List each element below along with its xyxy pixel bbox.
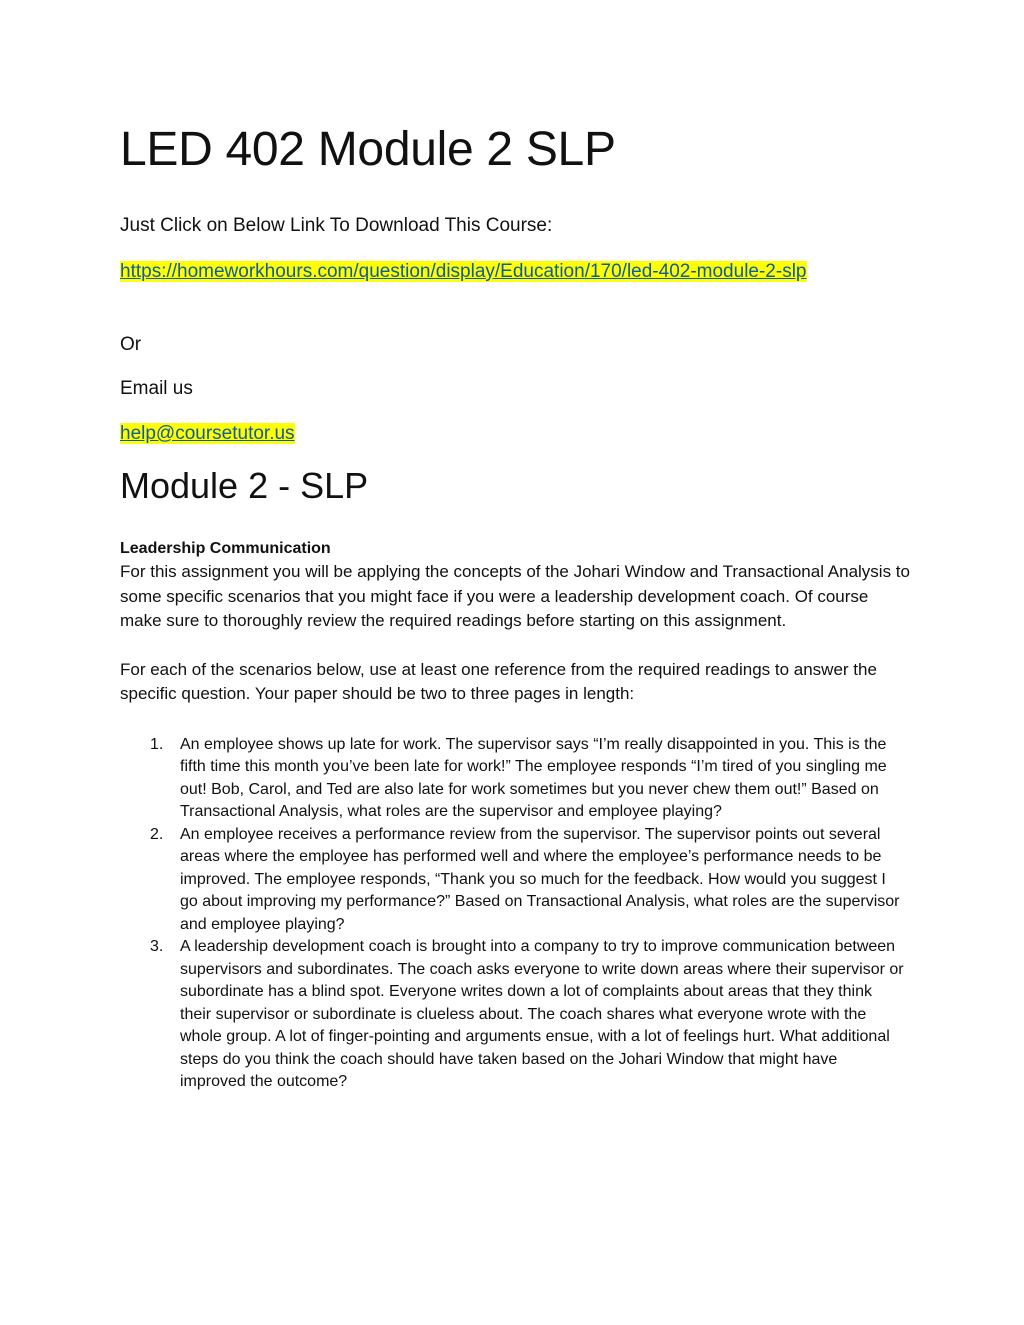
- download-instruction: Just Click on Below Link To Download This Course:: [120, 215, 553, 236]
- download-link-line: [120, 256, 910, 287]
- scenario-item: A leadership development coach is brought into a company to try to improve communication between supervisors and subordinates. The coach asks everyone to write down areas where their supervisor or subordinate has a blind spot. Everyone writes down a lot of complaints about areas that they think their supervisor or subordinate is clueless about. The coach shares what everyone wrote with the whole group. A lot of finger-pointing and arguments ensue, with a lot of feelings hurt. What additional steps do you think the coach should have taken based on the Johari Window that might have improved the outcome?: [180, 938, 904, 1090]
- section-heading: Leadership Communication: [120, 540, 331, 557]
- or-text: Or: [120, 334, 142, 355]
- page-title: LED 402 Module 2 SLP: [120, 123, 616, 176]
- assignment-paragraph: For this assignment you will be applying the concepts of the Johari Window and Transactional Analysis to some specific scenarios that you might face if you were a leadership development coach. Of course make sure to thoroughly review the required readings before starting on this assignment.: [120, 562, 910, 630]
- email-link[interactable]: help@coursetutor.us: [120, 423, 295, 444]
- email-label: Email us: [120, 378, 193, 399]
- instructions-paragraph: For each of the scenarios below, use at least one reference from the required readings to answer the specific question. Your paper should be two to three pages in length:: [120, 659, 877, 703]
- assignment-section: [120, 538, 910, 1094]
- section-title: Module 2 - SLP: [120, 465, 369, 506]
- scenario-list: [120, 734, 906, 1094]
- scenario-item: An employee shows up late for work. The supervisor says “I’m really disappointed in you. This is the fifth time this month you’ve been late for work!” The employee responds “I’m tired of you singling me out! Bob, Carol, and Ted are also late for work sometimes but you never chew them out!” Based on Transactional Analysis, what roles are the supervisor and employee playing?: [180, 735, 887, 820]
- email-link-line: [120, 418, 295, 449]
- scenario-item: An employee receives a performance review from the supervisor. The supervisor points out several areas where the employee has performed well and where the employee’s performance needs to be improved. The employee responds, “Thank you so much for the feedback. How would you suggest I go about improving my performance?” Based on Transactional Analysis, what roles are the supervisor and employee playing?: [180, 825, 900, 933]
- download-link[interactable]: https://homeworkhours.com/question/display/Education/170/led-402-module-2-slp: [120, 261, 807, 282]
